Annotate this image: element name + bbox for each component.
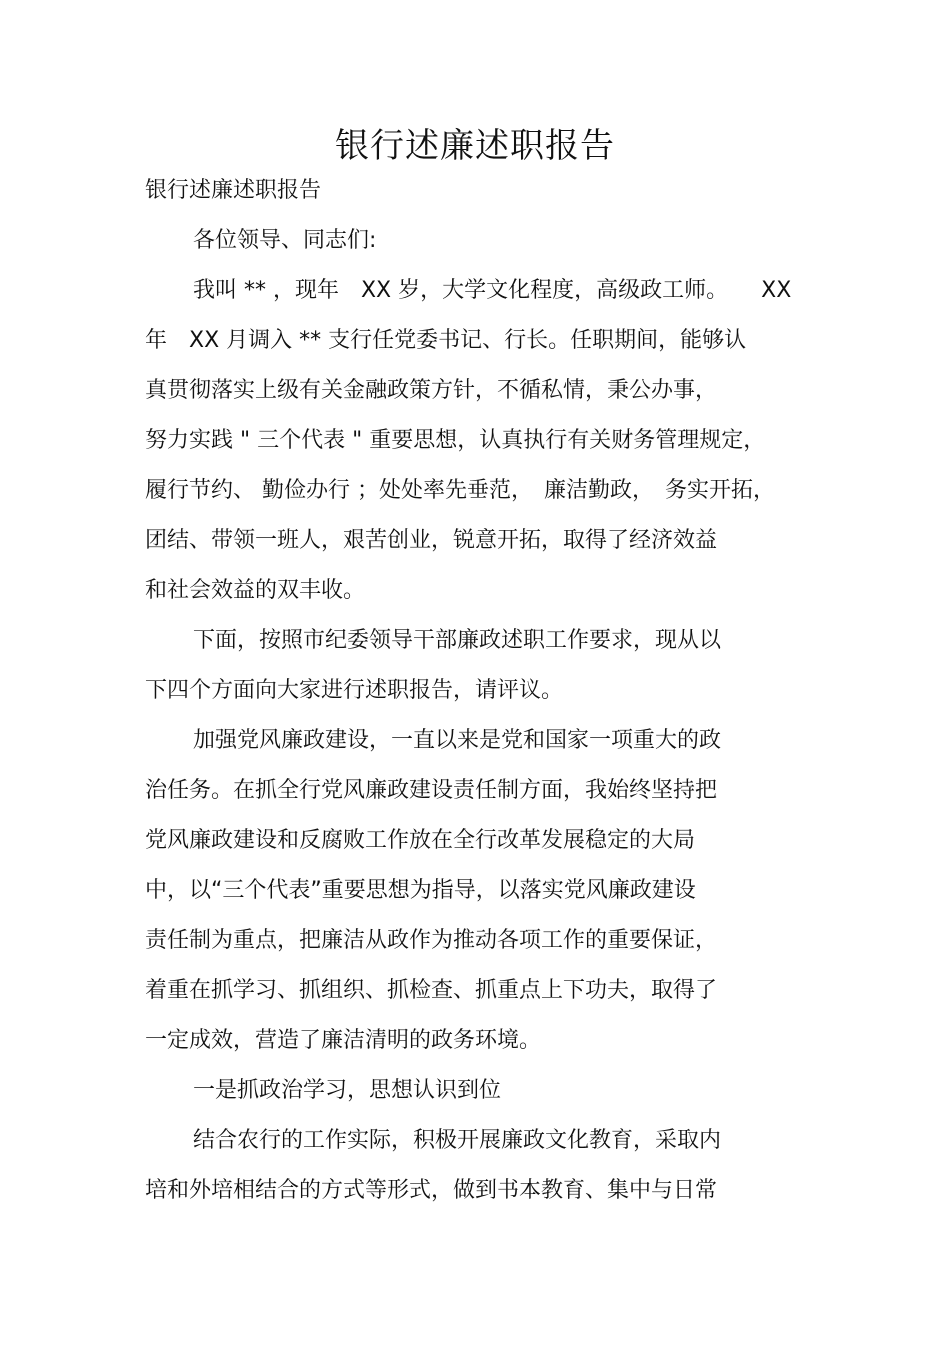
paragraph-line: 一定成效，营造了廉洁清明的政务环境。 <box>145 1028 542 1053</box>
document-title: 银行述廉述职报告 <box>335 126 615 166</box>
paragraph-line: 年 XX 月调入 ** 支行任党委书记、行长。任职期间，能够认 <box>145 328 747 353</box>
paragraph-line: 党风廉政建设和反腐败工作放在全行改革发展稳定的大局 <box>145 828 696 853</box>
paragraph-line: 努力实践 " 三个代表 " 重要思想，认真执行有关财务管理规定， <box>145 428 766 453</box>
paragraph-line: 真贯彻落实上级有关金融政策方针，不循私情，秉公办事， <box>145 378 718 403</box>
paragraph-line: 履行节约、 勤俭办行 ；处处率先垂范， 廉洁勤政， 务实开拓， <box>145 478 775 503</box>
paragraph-line: 培和外培相结合的方式等形式，做到书本教育、集中与日常 <box>145 1178 718 1203</box>
paragraph-line: 我叫 ** ，现年 XX 岁，大学文化程度，高级政工师。 XX <box>193 278 792 303</box>
document-subtitle: 银行述廉述职报告 <box>145 178 322 203</box>
paragraph-line: 下面，按照市纪委领导干部廉政述职工作要求，现从以 <box>193 628 722 653</box>
paragraph-line: 结合农行的工作实际，积极开展廉政文化教育，采取内 <box>193 1128 722 1153</box>
salutation: 各位领导、同志们: <box>193 228 377 253</box>
paragraph-line: 加强党风廉政建设，一直以来是党和国家一项重大的政 <box>193 728 722 753</box>
paragraph-line: 治任务。在抓全行党风廉政建设责任制方面，我始终坚持把 <box>145 778 718 803</box>
paragraph-line: 着重在抓学习、抓组织、抓检查、抓重点上下功夫，取得了 <box>145 978 718 1003</box>
paragraph-line: 责任制为重点，把廉洁从政作为推动各项工作的重要保证， <box>145 928 718 953</box>
paragraph-line: 团结、带领一班人，艰苦创业，锐意开拓，取得了经济效益 <box>145 528 718 553</box>
section-heading: 一是抓政治学习，思想认识到位 <box>193 1078 502 1103</box>
paragraph-line: 和社会效益的双丰收。 <box>145 578 366 603</box>
paragraph-line: 中，以“三个代表”重要思想为指导，以落实党风廉政建设 <box>145 878 696 903</box>
paragraph-line: 下四个方面向大家进行述职报告，请评议。 <box>145 678 564 703</box>
